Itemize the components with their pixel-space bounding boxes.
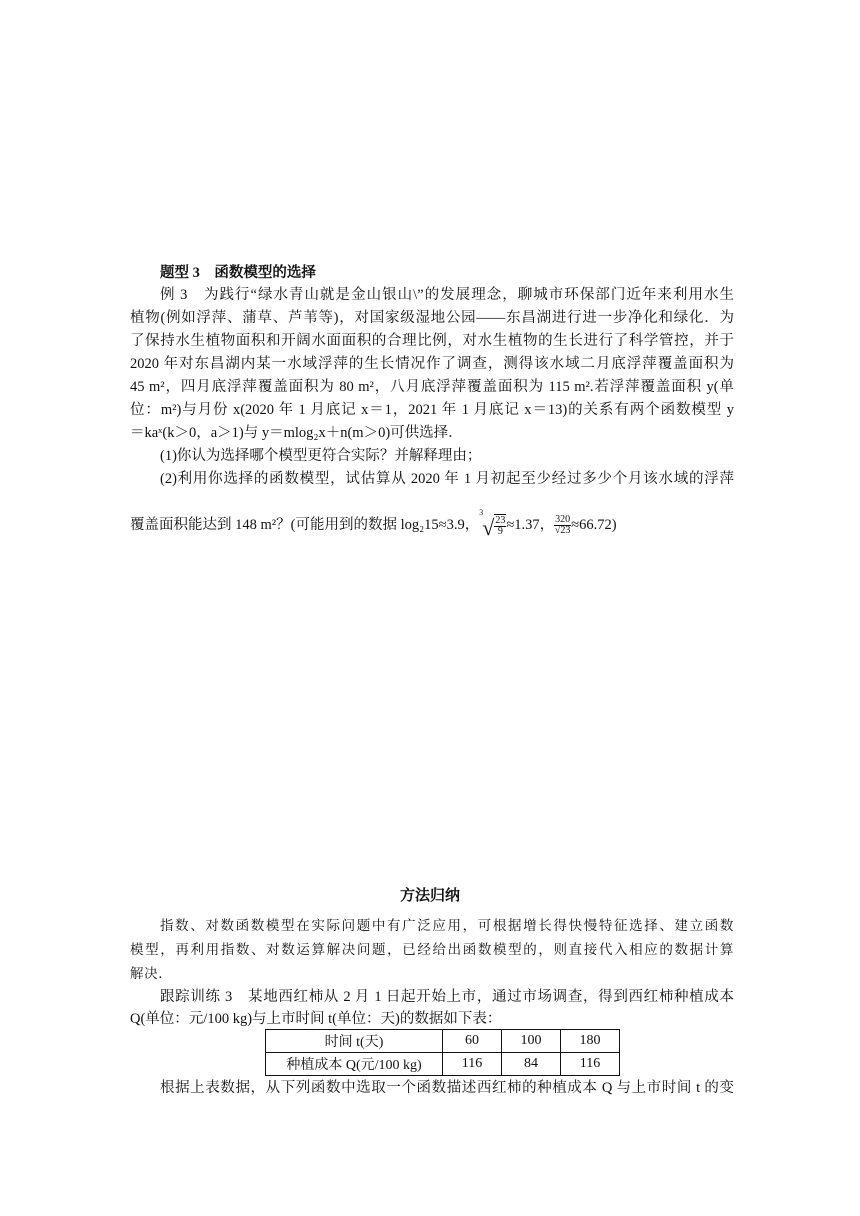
table-cell: 180 xyxy=(561,1030,620,1053)
example-line: 了保持水生植物面积和开阔水面面积的合理比例，对水生植物的生长进行了科学管控，并于 xyxy=(130,333,734,349)
table-row xyxy=(266,1030,620,1053)
cube-root-expression xyxy=(479,502,506,539)
table-cell: 116 xyxy=(443,1053,502,1076)
practice-line-1: 跟踪训练 3 某地西红柿从 2 月 1 日起开始上市，通过市场调查，得到西红柿种植成本 xyxy=(160,989,734,1005)
example-line: 位：m²)与月份 x(2020 年 1 月底记 x＝1，2021 年 1 月底记 x＝13)的关系有两个函数模型 y xyxy=(130,402,734,418)
table-cell: 种植成本 Q(元/100 kg) xyxy=(266,1053,443,1076)
question-2-continued xyxy=(130,502,734,539)
question-1: (1)你认为选择哪个模型更符合实际？并解释理由； xyxy=(160,448,482,464)
method-line: 解决． xyxy=(130,966,173,982)
heading-type3: 题型 3 函数模型的选择 xyxy=(160,265,316,281)
q2-text-a: 覆盖面积能达到 148 m²？(可能用到的数据 log₂15≈3.9， xyxy=(130,517,480,533)
example-line: 例 3 为践行“绿水青山就是金山银山\”的发展理念，聊城市环保部门近年来利用水生 xyxy=(160,287,734,303)
table-cell: 84 xyxy=(502,1053,561,1076)
example-line: 植物(例如浮萍、蒲草、芦苇等)，对国家级湿地公园——东昌湖进行进一步净化和绿化．为 xyxy=(130,310,734,326)
table-cell: 60 xyxy=(443,1030,502,1053)
table-cell: 时间 t(天) xyxy=(266,1030,443,1053)
table-row xyxy=(266,1053,620,1076)
root-index: 3 xyxy=(479,508,484,517)
root-numerator: 23 xyxy=(495,515,506,527)
fraction-numerator: 320 xyxy=(555,514,571,526)
cost-table xyxy=(265,1029,620,1076)
example-line: 45 m²，四月底浮萍覆盖面积为 80 m²，八月底浮萍覆盖面积为 115 m².若浮萍覆盖面积 y(单 xyxy=(130,379,734,395)
question-2: (2)利用你选择的函数模型，试估算从 2020 年 1 月初起至少经过多少个月该水域的浮萍 xyxy=(160,471,734,487)
root-denominator: 9 xyxy=(497,526,503,538)
example-line: ＝kaˣ(k＞0，a＞1)与 y＝mlog₂x＋n(m＞0)可供选择． xyxy=(130,425,463,441)
q2-text-b: ≈1.37， xyxy=(506,517,555,533)
table-cell: 116 xyxy=(561,1053,620,1076)
practice-after-table: 根据上表数据，从下列函数中选取一个函数描述西红柿的种植成本 Q 与上市时间 t 的变 xyxy=(160,1080,734,1096)
method-line: 模型，再利用指数、对数运算解决问题，已经给出函数模型的，则直接代入相应的数据计算 xyxy=(130,942,734,958)
method-title: 方法归纳 xyxy=(399,888,460,904)
table-cell: 100 xyxy=(502,1030,561,1053)
practice-line-2: Q(单位：元/100 kg)与上市时间 t(单位：天)的数据如下表： xyxy=(130,1011,502,1027)
fraction-expression xyxy=(554,515,571,536)
q2-text-c: ≈66.72) xyxy=(571,517,617,533)
radical-icon: √ xyxy=(482,515,495,540)
method-line: 指数、对数函数模型在实际问题中有广泛应用，可根据增长得快慢特征选择、建立函数 xyxy=(160,918,734,934)
example-line: 2020 年对东昌湖内某一水域浮萍的生长情况作了调查，测得该水域二月底浮萍覆盖面积为 xyxy=(130,356,734,372)
fraction-denominator: √23 xyxy=(554,525,571,537)
